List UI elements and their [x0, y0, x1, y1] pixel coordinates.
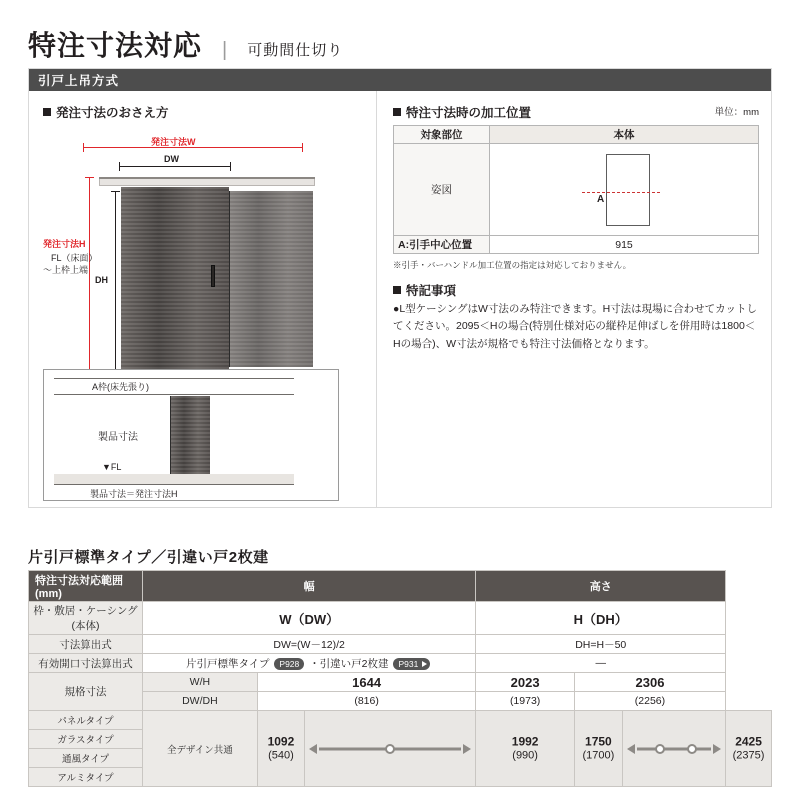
th-range-label: 特注寸法対応範囲(mm) — [29, 571, 143, 602]
height-slider[interactable] — [622, 711, 725, 787]
value-frame-height: H（DH） — [476, 602, 726, 635]
table-header-row — [394, 126, 759, 144]
value-opening-formula-width — [142, 654, 475, 673]
right-block-title — [393, 103, 531, 121]
panel-outline — [606, 154, 650, 226]
section-hanging-sliding-door — [28, 68, 772, 508]
value-std-height-dh-a: (1973) — [476, 692, 575, 711]
figure-floor-detail — [43, 369, 339, 501]
width-max-sub: (990) — [512, 749, 538, 762]
center-dash-line — [582, 192, 660, 193]
label-a-frame: A枠(床先張り) — [92, 382, 149, 392]
td-elevation-label: 姿図 — [394, 144, 490, 236]
height-min-value — [575, 734, 622, 764]
th-target-part: 対象部位 — [394, 126, 490, 144]
dim-order-w-tick-right — [302, 143, 303, 152]
value-formula-width: DW=(W－12)/2 — [142, 635, 475, 654]
width-max-number: 1992 — [511, 733, 539, 748]
row-formula — [29, 635, 772, 654]
bullet-square-icon — [43, 108, 51, 116]
height-slider-arrow-left-icon — [627, 744, 635, 754]
height-max-sub: (2375) — [732, 749, 765, 762]
height-max-cell — [726, 711, 772, 787]
label-dw: DW — [164, 154, 179, 164]
width-slider[interactable] — [305, 711, 476, 787]
table-row-handle-center — [394, 236, 759, 254]
dim-a-line — [606, 192, 607, 226]
spec-list — [393, 301, 761, 353]
section-bar-label: 引戸上吊方式 — [29, 69, 771, 91]
sublabel-wh: W/H — [142, 673, 257, 692]
value-formula-height: DH=H－50 — [476, 635, 726, 654]
rowlabel-opening-formula: 有効開口寸法算出式 — [29, 654, 143, 673]
height-slider-arrow-right-icon — [713, 744, 721, 754]
right-block-title-text: 特注寸法時の加工位置 — [406, 106, 532, 120]
spec-item: ●L型ケーシングはW寸法のみ特注できます。H寸法は現場に合わせてカットしてください。2095＜Hの場合(特別仕様対応の縦枠足伸ばしを併用時は1800＜Hの場合)、W寸法が規格でも特注寸法価格となります。 — [393, 303, 758, 350]
value-std-height-a: 2023 — [476, 673, 575, 692]
label-order-h-note2: ～上枠上端 — [43, 265, 89, 275]
label-order-h: 発注寸法H — [43, 239, 86, 249]
section2-title: 片引戸標準タイプ／引違い戸2枚建 — [28, 549, 269, 566]
label-product-size: 製品寸法 — [98, 432, 138, 443]
height-slider-knob-2[interactable] — [687, 744, 697, 754]
sublabel-dwdh: DW/DH — [142, 692, 257, 711]
design-type-alumi: アルミタイプ — [29, 768, 143, 787]
width-min-cell — [257, 711, 304, 787]
left-column — [29, 91, 377, 508]
label-fig2-caption: 製品寸法＝発注寸法H — [90, 489, 178, 499]
all-design-common-label: 全デザイン共通 — [142, 711, 257, 787]
dim-dw-tick-right — [230, 162, 231, 171]
table-header-row — [29, 571, 772, 602]
value-std-width-dw: (816) — [257, 692, 476, 711]
height-min-number: 1750 — [585, 733, 612, 748]
header-subtitle: 可動間仕切り — [247, 42, 344, 59]
rowlabel-frame: 枠・敷居・ケーシング(本体) — [29, 602, 143, 635]
td-handle-center-value: 915 — [490, 236, 759, 254]
value-frame-width: W（DW） — [142, 602, 475, 635]
rowlabel-formula: 寸法算出式 — [29, 635, 143, 654]
detail-top-line — [54, 378, 294, 379]
bullet-square-icon — [393, 108, 401, 116]
design-type-vent: 通風タイプ — [29, 749, 143, 768]
td-handle-center-label: A:引手中心位置 — [394, 236, 490, 254]
height-slider-track[interactable] — [637, 747, 711, 750]
th-height: 高さ — [476, 571, 726, 602]
spec-title — [393, 281, 456, 299]
processing-position-table — [393, 125, 759, 254]
dim-dw-tick-left — [119, 162, 120, 171]
th-width: 幅 — [142, 571, 475, 602]
row-opening-formula — [29, 654, 772, 673]
dim-dh-tick-top — [111, 191, 120, 192]
header-separator: | — [222, 39, 228, 61]
opening-mid: ・引違い戸2枚建 — [309, 657, 389, 670]
figure-door-elevation — [43, 125, 363, 390]
door-pull-handle — [211, 265, 215, 287]
page-title: 特注寸法対応 — [28, 30, 203, 61]
detail-door-edge — [170, 396, 171, 474]
value-opening-formula-height: — — [476, 654, 726, 673]
width-slider-arrow-left-icon — [309, 744, 317, 754]
detail-line-2 — [54, 394, 294, 395]
label-dh: DH — [95, 275, 108, 285]
dim-dh-line — [115, 191, 116, 377]
width-slider-knob[interactable] — [385, 744, 395, 754]
page-tag-931[interactable]: P931 — [393, 658, 430, 670]
table-footnote: ※引手・バーハンドル加工位置の指定は対応しておりません。 — [393, 260, 632, 270]
unit-label: 単位：mm — [714, 107, 759, 118]
height-slider-knob-1[interactable] — [655, 744, 665, 754]
width-min-sub: (540) — [268, 749, 294, 762]
door-edge-line — [229, 191, 230, 367]
row-frame — [29, 602, 772, 635]
detail-floor-band — [54, 474, 294, 484]
detail-floor-line-2 — [54, 484, 294, 485]
width-max-value — [476, 734, 574, 764]
spec-title-text: 特記事項 — [406, 284, 457, 298]
label-fl-fig2: ▼FL — [102, 462, 122, 472]
detail-door-panel — [170, 396, 210, 474]
size-range-table — [28, 570, 772, 787]
label-order-h-note1: FL（床面） — [51, 253, 98, 263]
right-column — [377, 91, 771, 508]
value-std-width-wh: 1644 — [257, 673, 476, 692]
opening-prefix: 片引戸標準タイプ — [186, 657, 270, 670]
row-design-panel — [29, 711, 772, 730]
panel-mark-a: A — [597, 194, 605, 205]
table-row-elevation — [394, 144, 759, 236]
height-min-cell — [574, 711, 622, 787]
design-type-glass: ガラスタイプ — [29, 730, 143, 749]
height-max-number: 2425 — [735, 733, 762, 748]
width-min-number: 1092 — [267, 733, 295, 748]
dim-order-h-line — [89, 177, 90, 377]
value-std-height-b: 2306 — [574, 673, 725, 692]
dim-order-h-tick-top — [85, 177, 94, 178]
value-std-height-dh-b: (2256) — [574, 692, 725, 711]
width-slider-arrow-right-icon — [463, 744, 471, 754]
page-header — [28, 24, 343, 64]
design-type-panel: パネルタイプ — [29, 711, 143, 730]
dim-dw-line — [119, 166, 231, 167]
th-body: 本体 — [490, 126, 759, 144]
door-panel-far — [229, 191, 313, 367]
left-block-title — [43, 103, 169, 121]
row-standard-size-wh — [29, 673, 772, 692]
dim-order-w-tick-left — [83, 143, 84, 152]
width-min-value — [258, 734, 304, 764]
page-tag-928[interactable]: P928 — [274, 658, 304, 670]
width-max-cell — [476, 711, 575, 787]
height-max-value — [726, 734, 771, 764]
bullet-square-icon — [393, 286, 401, 294]
left-block-title-text: 発注寸法のおさえ方 — [56, 106, 169, 120]
frame-top-edge — [99, 177, 315, 179]
label-order-w: 発注寸法W — [151, 137, 196, 147]
td-elevation-drawing — [490, 144, 759, 236]
rowlabel-standard-size: 規格寸法 — [29, 673, 143, 711]
height-min-sub: (1700) — [582, 749, 615, 762]
